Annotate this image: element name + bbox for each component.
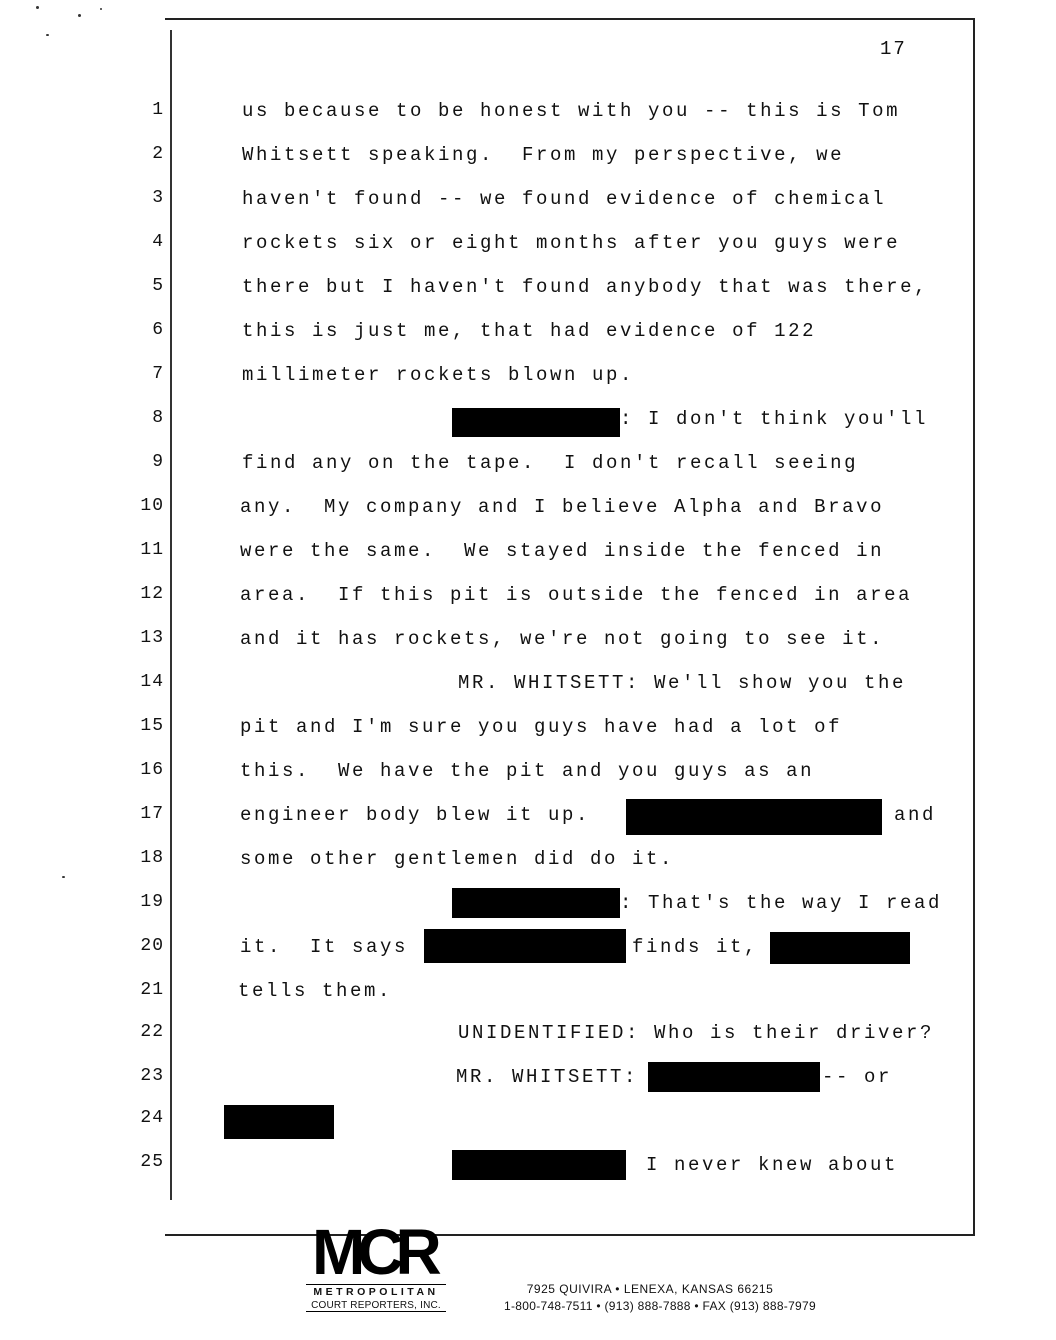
transcript-line: tells them. (238, 980, 393, 1002)
line-number: 10 (140, 496, 164, 516)
redaction-block (224, 1105, 334, 1139)
transcript-line: any. My company and I believe Alpha and Bravo (240, 496, 885, 518)
logo-company-line2: COURT REPORTERS, INC. (306, 1300, 446, 1312)
line-number: 5 (152, 276, 164, 296)
transcript-line: haven't found -- we found evidence of chemical (242, 188, 887, 210)
line-number: 11 (140, 540, 164, 560)
transcript-line: millimeter rockets blown up. (242, 364, 635, 386)
transcript-line: there but I haven't found anybody that was there, (242, 276, 929, 298)
scan-speck (78, 14, 81, 17)
line-number: 16 (140, 760, 164, 780)
redaction-block (424, 929, 626, 963)
transcript-line-fragment: -- or (822, 1066, 893, 1088)
line-number: 17 (140, 804, 164, 824)
line-number: 19 (140, 892, 164, 912)
transcript-line: : I don't think you'll (620, 408, 929, 430)
line-number: 22 (140, 1022, 164, 1042)
transcript-line: this is just me, that had evidence of 122 (242, 320, 817, 342)
transcript-line: it. It says (240, 936, 409, 958)
footer-phone-numbers: 1-800-748-7511 • (913) 888-7888 • FAX (913) 888-7979 (504, 1299, 816, 1313)
transcript-line: I never knew about (646, 1154, 899, 1176)
transcript-line: pit and I'm sure you guys have had a lot of (240, 716, 843, 738)
transcript-line: find any on the tape. I don't recall seeing (242, 452, 859, 474)
transcript-line-fragment: finds it, (632, 936, 759, 958)
transcript-line: were the same. We stayed inside the fenced in (240, 540, 885, 562)
scan-speck (62, 876, 65, 878)
transcript-line-fragment: and (894, 804, 937, 826)
transcript-line: MR. WHITSETT: We'll show you the (458, 672, 907, 694)
redaction-block (770, 932, 910, 964)
line-number: 8 (152, 408, 164, 428)
left-margin-rule (170, 30, 172, 1200)
line-number: 21 (140, 980, 164, 1000)
line-number: 20 (140, 936, 164, 956)
company-logo (306, 1216, 446, 1314)
redaction-block (452, 1150, 626, 1180)
transcript-line: this. We have the pit and you guys as an (240, 760, 815, 782)
line-number: 9 (152, 452, 164, 472)
scan-speck (46, 34, 49, 36)
line-number: 14 (140, 672, 164, 692)
redaction-block (452, 408, 620, 437)
transcript-line: Whitsett speaking. From my perspective, we (242, 144, 845, 166)
line-number: 3 (152, 188, 164, 208)
scan-speck (100, 8, 102, 10)
transcript-line: us because to be honest with you -- this is Tom (242, 100, 901, 122)
line-number: 6 (152, 320, 164, 340)
transcript-line: MR. WHITSETT: (456, 1066, 639, 1088)
line-number: 12 (140, 584, 164, 604)
line-number: 18 (140, 848, 164, 868)
line-number: 23 (140, 1066, 164, 1086)
transcript-line: and it has rockets, we're not going to see it. (240, 628, 885, 650)
line-number: 1 (152, 100, 164, 120)
line-number: 15 (140, 716, 164, 736)
redaction-block (626, 799, 882, 835)
redaction-block (452, 888, 620, 918)
footer-address: 7925 QUIVIRA • LENEXA, KANSAS 66215 (526, 1282, 774, 1296)
transcript-line: rockets six or eight months after you guys were (242, 232, 901, 254)
transcript-line: area. If this pit is outside the fenced in area (240, 584, 913, 606)
logo-mark: MCR (312, 1216, 434, 1288)
scan-speck (36, 6, 39, 9)
line-number: 25 (140, 1152, 164, 1172)
line-number: 24 (140, 1108, 164, 1128)
redaction-block (648, 1062, 820, 1092)
transcript-line: some other gentlemen did do it. (240, 848, 675, 870)
transcript-line: : That's the way I read (620, 892, 943, 914)
logo-company-line1: METROPOLITAN (306, 1284, 446, 1298)
line-number: 7 (152, 364, 164, 384)
transcript-line: UNIDENTIFIED: Who is their driver? (458, 1022, 935, 1044)
line-number: 13 (140, 628, 164, 648)
line-number: 4 (152, 232, 164, 252)
page-number: 17 (880, 38, 907, 60)
transcript-line: engineer body blew it up. (240, 804, 591, 826)
line-number: 2 (152, 144, 164, 164)
